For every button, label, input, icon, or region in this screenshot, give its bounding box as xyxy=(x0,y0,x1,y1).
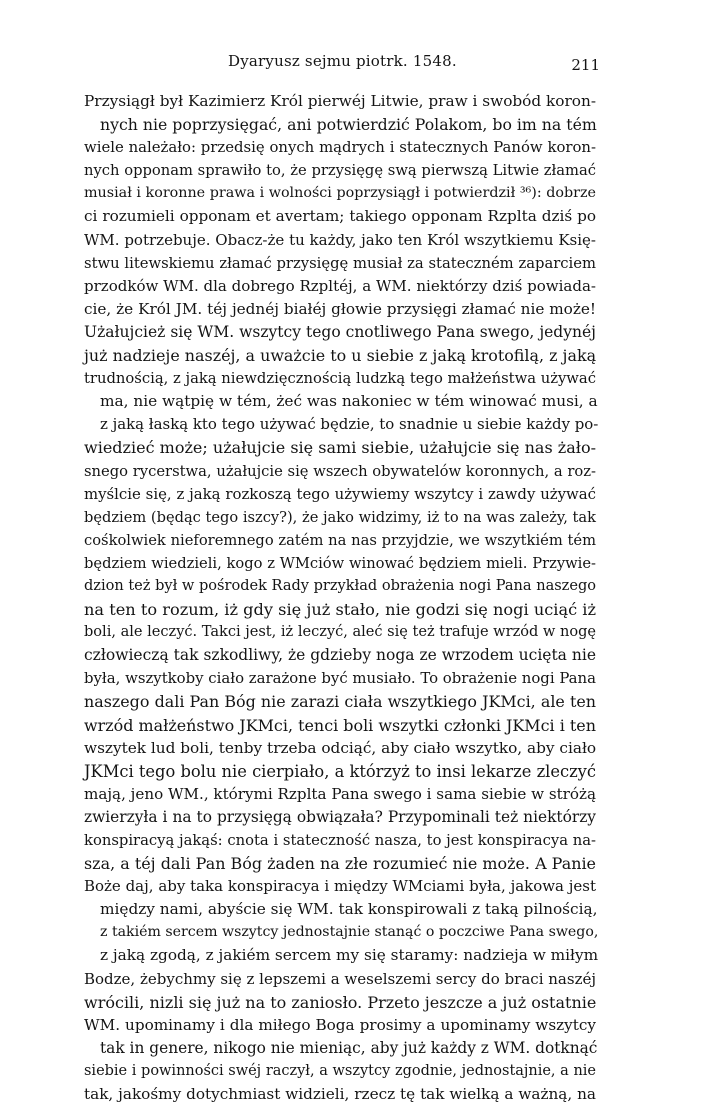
text-line: WM. upominamy i dla miłego Boga prosimy a upominamy wszytcy xyxy=(84,1015,596,1034)
text-line: mają, jeno WM., którymi Rzplta Pana swego i sama siebie w stróżą xyxy=(84,784,596,803)
text-line: musiał i koronne prawa i wolności poprzysiągł i potwierdził ³⁶): dobrze xyxy=(84,185,596,202)
text-line: stwu litewskiemu złamać przysięgę musiał za stateczném zaparciem xyxy=(84,254,596,272)
text-line: WM. potrzebuje. Obacz-że tu każdy, jako ten Król wszytkiemu Księ- xyxy=(84,230,596,249)
text-line: była, wszytkoby ciało zarażone być musiało. To obrażenie nogi Pana xyxy=(84,669,596,688)
text-line: wrócili, nizli się już na to zaniosło. Przeto jeszcze a już ostatnie xyxy=(84,992,597,1012)
text-line: zwierzyła i na to przysięgą obwiązała? Przypominali też niektórzy xyxy=(84,807,596,826)
text-line: tak, jakośmy dotychmiast widzieli, rzecz tę tak wielką a ważną, na xyxy=(84,1085,596,1104)
text-line: wiedzieć może; użałujcie się sami siebie, użałujcie się nas żało- xyxy=(84,438,597,458)
text-line: na ten to rozum, iż gdy się już stało, nie godzi się nogi uciąć iż xyxy=(84,600,596,620)
text-line: z jaką zgodą, z jakiém sercem my się staramy: nadzieja w miłym xyxy=(100,946,599,965)
text-line: wszytek lud boli, tenby trzeba odciąć, aby ciało wszytko, aby ciało xyxy=(84,738,597,757)
text-line: między nami, abyście się WM. tak konspirowali z taką pilnością, xyxy=(100,900,598,919)
text-line: już nadzieje naszéj, a uważcie to u siebie z jaką krotofilą, z jaką xyxy=(84,346,597,366)
text-line: będziem wiedzieli, kogo z WMciów winować będziem mieli. Przywie- xyxy=(84,554,596,572)
text-line: siebie i powinności swéj raczył, a wszytcy zgodnie, jednostajnie, a nie xyxy=(84,1062,596,1079)
text-line: snego rycerstwa, użałujcie się wszech obywatelów koronnych, a roz- xyxy=(84,462,596,480)
text-line: myślcie się, z jaką rozkoszą tego używiemy wszytcy i zawdy używać xyxy=(84,484,596,503)
body-text xyxy=(84,90,599,1106)
text-line: naszego dali Pan Bóg nie zarazi ciała wszytkiego JKMci, ale ten xyxy=(84,692,596,712)
text-line: człowieczą tak szkodliwy, że gdzieby noga ze wrzodem ucięta nie xyxy=(84,646,596,665)
text-line: cie, że Król JM. téj jednéj białéj głowie przysięgi złamać nie może! xyxy=(84,299,596,318)
text-line: konspiracyą jakąś: cnota i stateczność nasza, to jest konspiracya na- xyxy=(84,832,596,849)
text-line: ci rozumieli opponam et avertam; takiego opponam Rzplta dziś po xyxy=(84,207,596,226)
text-line: z takiém sercem wszytcy jednostajnie stanąć o poczciwe Pana swego, xyxy=(100,924,599,941)
text-line: tak in genere, nikogo nie mieniąc, aby już każdy z WM. dotknąć xyxy=(100,1038,598,1057)
text-line: JKMci tego bolu nie cierpiało, a którzyż to insi lekarze zleczyć xyxy=(84,761,596,781)
text-line: Bodze, żebychmy się z lepszemi a weselszemi sercy do braci naszéj xyxy=(84,969,596,988)
text-line: boli, ale leczyć. Takci jest, iż leczyć, aleć się też trafuje wrzód w nogę xyxy=(84,624,596,641)
page-header xyxy=(0,52,720,74)
text-line: Użałujcież się WM. wszytcy tego cnotliwego Pana swego, jedynéj xyxy=(84,322,596,341)
text-line: Boże daj, aby taka konspiracya i między WMciami była, jakowa jest xyxy=(84,877,596,896)
text-line: nych opponam sprawiło to, że przysięgę swą pierwszą Litwie złamać xyxy=(84,162,596,180)
text-line: Przysiągł był Kazimierz Król pierwéj Litwie, praw i swobód koron- xyxy=(84,92,596,110)
text-line: z jaką łaską kto tego używać będzie, to snadnie u siebie każdy po- xyxy=(100,415,599,434)
text-line: wiele należało: przedsię onych mądrych i statecznych Panów koron- xyxy=(84,138,596,157)
text-line: nych nie poprzysięgać, ani potwierdzić Polakom, bo im na tém xyxy=(100,115,597,135)
text-line: dzion też był w pośrodek Rady przykład obrażenia nogi Pana naszego xyxy=(84,577,596,594)
text-line: będziem (będąc tego iszcy?), że jako widzimy, iż to na was zależy, tak xyxy=(84,508,596,526)
running-title: Dyaryusz sejmu piotrk. 1548. xyxy=(228,52,457,70)
page-number: 211 xyxy=(571,56,600,74)
text-line: ma, nie wątpię w tém, żeć was nakoniec w tém winować musi, a xyxy=(100,392,598,411)
text-line: trudnością, z jaką niewdzięcznością ludzką tego małżeństwa używać xyxy=(84,370,596,388)
text-line: wrzód małżeństwo JKMci, tenci boli wszytki członki JKMci i ten xyxy=(84,715,596,735)
text-line: cośkolwiek nieforemnego zatém na nas przyjdzie, we wszytkiém tém xyxy=(84,531,596,549)
text-line: przodków WM. dla dobrego Rzpltéj, a WM. niektórzy dziś powiada- xyxy=(84,276,596,295)
text-line: sza, a téj dali Pan Bóg żaden na złe rozumieć nie może. A Panie xyxy=(84,854,596,874)
